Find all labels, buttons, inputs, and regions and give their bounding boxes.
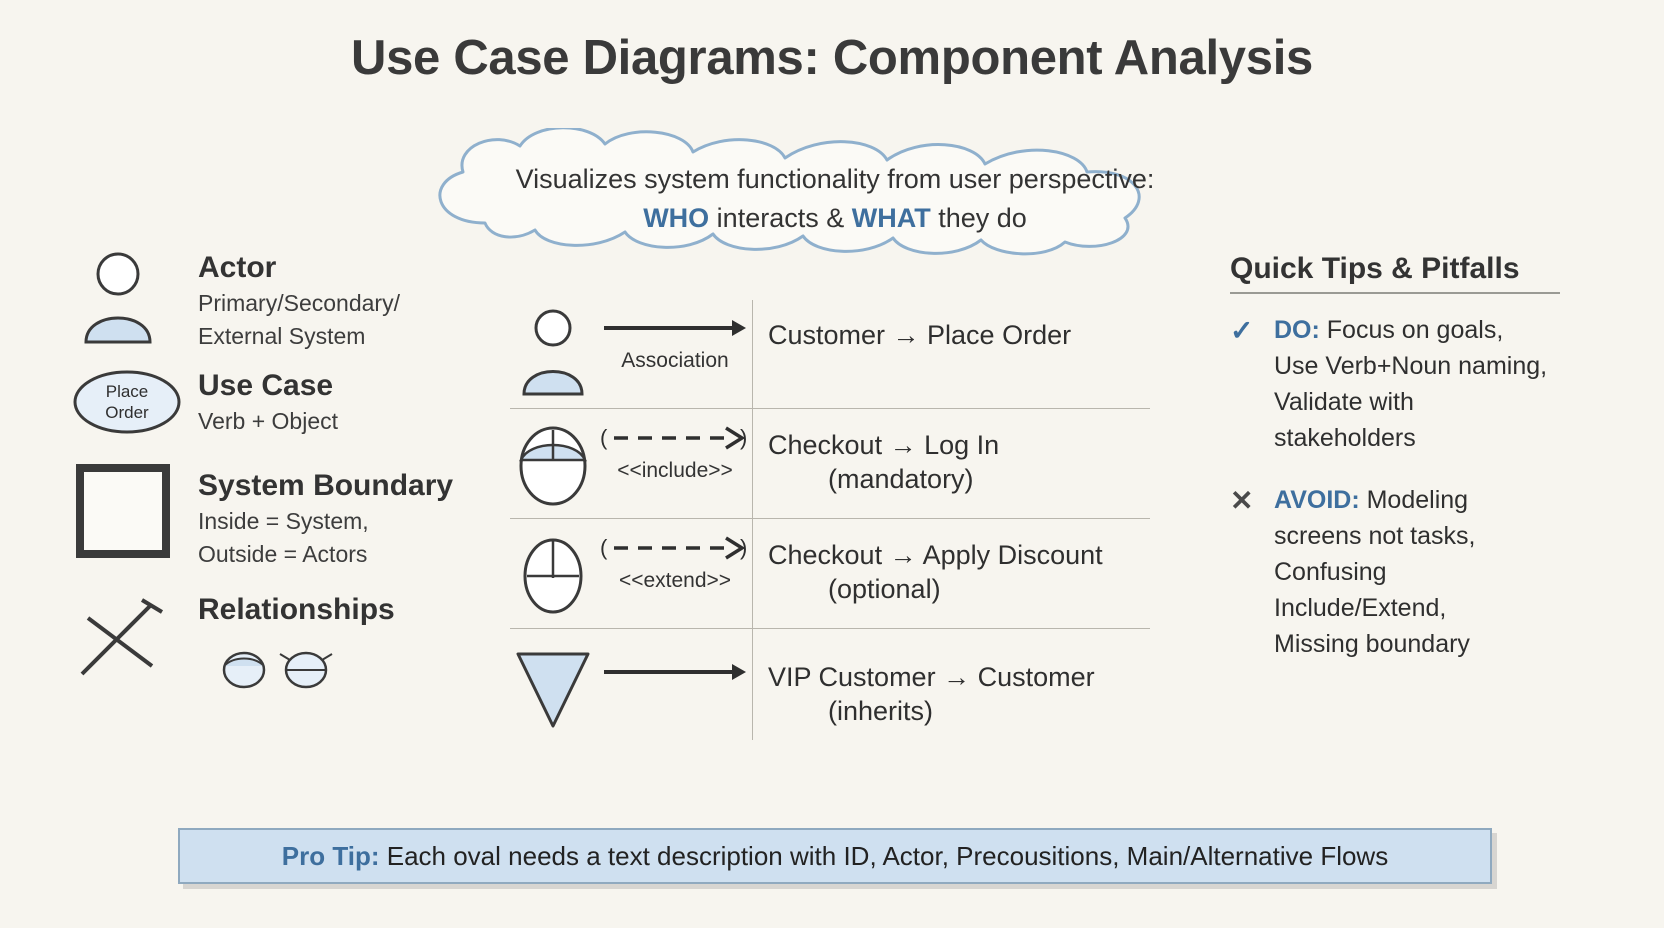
arrow-label: <<extend>>	[618, 569, 732, 592]
row-note: (mandatory)	[828, 464, 974, 494]
row-note: (inherits)	[828, 696, 934, 726]
check-icon: ✓	[1230, 315, 1254, 346]
legend-sub-line-2: Outside = Actors	[198, 541, 368, 567]
row-description	[768, 318, 1071, 352]
tip-line-1: Focus on goals,	[1319, 316, 1504, 344]
row-description-text: Checkout → Log In	[768, 430, 1000, 460]
relationships-lines-icon	[70, 582, 190, 682]
tip-line-3: Validate with	[1274, 388, 1414, 416]
row-description-text: VIP Customer → Customer	[768, 662, 1095, 692]
table-row	[500, 410, 1160, 520]
use-case-oval-icon	[70, 362, 190, 462]
legend-relationships-text	[198, 592, 395, 628]
dashed-arrow-icon	[600, 424, 750, 452]
dashed-arrow-icon	[600, 534, 750, 562]
cloud-line-2	[425, 199, 1245, 238]
legend-title: Relationships	[198, 593, 395, 626]
cross-icon: ✕	[1230, 485, 1254, 516]
legend-column	[70, 250, 490, 704]
legend-sub-line-1: Primary/Secondary/	[198, 290, 400, 316]
table-row-divider	[510, 518, 1150, 519]
extend-arrow-cell	[600, 534, 750, 593]
tip-line-2: Use Verb+Noun naming,	[1274, 352, 1548, 380]
pro-tip-banner	[178, 828, 1492, 884]
tips-divider	[1230, 292, 1560, 294]
cloud-line-1: Visualizes system functionality from user perspective:	[515, 164, 1155, 194]
page-title: Use Case Diagrams: Component Analysis	[351, 31, 1313, 85]
row-note: (optional)	[828, 574, 941, 604]
arrow-label: Association	[621, 349, 729, 372]
table-row	[500, 300, 1160, 410]
svg-text:(: (	[600, 425, 608, 450]
svg-text:(: (	[600, 535, 608, 560]
cloud-who: WHO	[643, 203, 710, 233]
svg-text:Order: Order	[105, 403, 149, 422]
system-boundary-square-icon	[70, 460, 190, 560]
cloud-mid: interacts &	[709, 203, 852, 233]
tip-keyword: AVOID:	[1274, 486, 1360, 514]
table-row-divider	[510, 408, 1150, 409]
legend-item-system-boundary	[70, 460, 490, 570]
table-row	[500, 630, 1160, 740]
row-description	[768, 428, 999, 496]
legend-actor-text	[198, 250, 400, 352]
tip-avoid-text	[1274, 482, 1630, 662]
row-description-text: Checkout → Apply Discount	[768, 540, 1103, 570]
legend-title: Use Case	[198, 369, 334, 402]
solid-arrow-icon	[600, 314, 750, 342]
actor-stick-figure-icon	[70, 250, 190, 350]
tip-line-1: Modeling	[1359, 486, 1469, 514]
relationship-table	[500, 300, 1160, 760]
association-arrow-cell	[600, 314, 750, 373]
svg-text:Place: Place	[105, 382, 149, 401]
tips-panel	[1230, 252, 1630, 688]
legend-title: Actor	[198, 251, 277, 284]
table-row-divider	[510, 628, 1150, 629]
legend-sub-line-1: Verb + Object	[198, 408, 338, 434]
generalization-arrow-cell	[600, 658, 750, 691]
tip-do-text	[1274, 312, 1630, 456]
legend-item-use-case	[70, 362, 490, 448]
tip-line-3: Confusing	[1274, 558, 1387, 586]
tip-line-2: screens not tasks,	[1274, 522, 1476, 550]
actor-stick-figure-icon	[508, 306, 598, 401]
legend-title: System Boundary	[198, 469, 454, 502]
row-description	[768, 660, 1095, 728]
tip-avoid	[1230, 482, 1630, 662]
svg-text:): )	[740, 535, 748, 560]
legend-item-relationships	[70, 582, 490, 692]
legend-item-actor	[70, 250, 490, 350]
tip-do	[1230, 312, 1630, 456]
legend-use-case-text	[198, 368, 338, 437]
table-row	[500, 520, 1160, 630]
tip-line-4: stakeholders	[1274, 424, 1416, 452]
tip-keyword: DO:	[1274, 316, 1320, 344]
use-case-oval-icon	[508, 416, 598, 511]
arrow-label: <<include>>	[617, 459, 733, 482]
pro-tip-text	[282, 841, 1388, 872]
legend-system-boundary-text	[198, 468, 453, 570]
tip-line-5: Missing boundary	[1274, 630, 1470, 658]
legend-sub-line-2: External System	[198, 323, 366, 349]
pro-tip-body: Each oval needs a text description with ID, Actor, Precousitions, Main/Alternative Flows	[379, 840, 1389, 871]
legend-sub-line-1: Inside = System,	[198, 508, 369, 534]
tips-heading: Quick Tips & Pitfalls	[1230, 252, 1520, 285]
row-description-text: Customer → Place Order	[768, 320, 1072, 350]
use-case-oval-icon	[508, 526, 598, 621]
cloud-tail: they do	[930, 203, 1027, 233]
solid-arrow-icon	[600, 658, 750, 686]
generalization-triangle-icon	[508, 642, 598, 737]
cloud-text	[425, 160, 1245, 238]
cloud-callout	[425, 128, 1245, 258]
pro-tip-label: Pro Tip:	[281, 840, 380, 871]
include-arrow-cell	[600, 424, 750, 483]
tip-line-4: Include/Extend,	[1274, 594, 1447, 622]
svg-text:): )	[740, 425, 748, 450]
relationship-ovals-icon	[210, 640, 360, 700]
row-description	[768, 538, 1103, 606]
cloud-what: WHAT	[851, 203, 931, 233]
